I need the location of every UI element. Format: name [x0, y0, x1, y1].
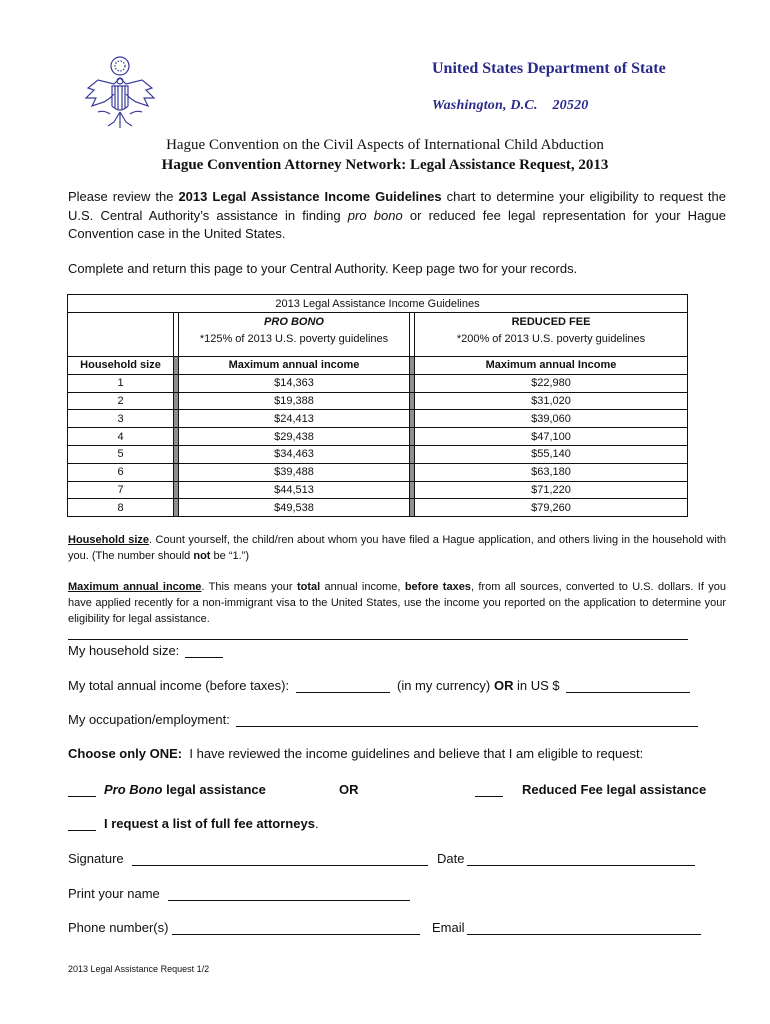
print-name-label: Print your name	[68, 886, 160, 901]
page-footer: 2013 Legal Assistance Request 1/2	[68, 964, 210, 974]
signature-field[interactable]	[132, 865, 428, 866]
household-size-cell: 1	[68, 374, 174, 392]
separator-line	[68, 639, 688, 640]
intro-paragraph: Please review the 2013 Legal Assistance Income Guidelines chart to determine your eligibility to request the U.S. Central Authority’s assistance in finding pro bono or reduced fee legal representation for your Hague Convention case in the United States.	[68, 189, 726, 241]
reduced-income-cell: $47,100	[531, 430, 571, 443]
reduced-income-cell: $79,260	[531, 501, 571, 514]
print-name-field[interactable]	[168, 900, 410, 901]
table-row	[68, 374, 688, 392]
phone-label: Phone number(s)	[68, 920, 169, 935]
occupation-field[interactable]	[236, 726, 698, 727]
probono-income-header: Maximum annual income	[179, 357, 410, 375]
department-address	[432, 98, 588, 114]
reduced-fee-option: Reduced Fee legal assistance	[522, 782, 707, 797]
reduced-fee-checkbox-line[interactable]	[475, 796, 503, 797]
table-row	[68, 481, 688, 499]
probono-column-label: PRO BONO	[179, 313, 410, 331]
household-size-note: Household size. Count yourself, the child/ren about whom you have filed a Hague application, and others living in the household with you. (The number should not be “1.”)	[68, 534, 726, 562]
table-row	[68, 445, 688, 463]
signature-label: Signature	[68, 851, 124, 866]
phone-field[interactable]	[172, 934, 420, 935]
form-title: Hague Convention Attorney Network: Legal Assistance Request, 2013	[161, 157, 609, 173]
reduced-income-cell: $55,140	[531, 448, 571, 461]
household-size-header: Household size	[68, 357, 174, 375]
department-seal-logo	[84, 52, 156, 130]
email-label: Email	[432, 920, 465, 935]
date-field[interactable]	[467, 865, 695, 866]
reduced-income-cell: $39,060	[531, 412, 571, 425]
table-row	[68, 428, 688, 446]
household-size-field[interactable]	[185, 657, 223, 658]
income-usd-field[interactable]	[566, 692, 690, 693]
probono-income-cell: $49,538	[179, 499, 410, 517]
probono-income-cell: $19,388	[179, 392, 410, 410]
date-label: Date	[437, 851, 465, 866]
probono-income-cell: $24,413	[179, 410, 410, 428]
household-size-cell: 6	[68, 463, 174, 481]
income-label: My total annual income (before taxes):	[68, 678, 290, 693]
reduced-note: *200% of 2013 U.S. poverty guidelines	[456, 332, 646, 345]
form-subtitle: Hague Convention on the Civil Aspects of International Child Abduction	[166, 137, 604, 153]
probono-income-cell: $39,488	[179, 463, 410, 481]
table-row	[68, 410, 688, 428]
or-label: OR	[494, 678, 514, 693]
probono-income-cell: $34,463	[179, 445, 410, 463]
reduced-income-cell: $71,220	[531, 483, 571, 496]
household-size-cell: 2	[68, 392, 174, 410]
probono-option: Pro Bono legal assistance	[104, 782, 266, 797]
probono-income-cell: $29,438	[179, 428, 410, 446]
reduced-income-cell: $31,020	[531, 394, 571, 407]
email-field[interactable]	[467, 934, 701, 935]
household-size-cell: 4	[68, 428, 174, 446]
household-size-cell: 8	[68, 499, 174, 517]
reduced-income-cell: $63,180	[531, 466, 571, 479]
zip-code: 20520	[552, 98, 589, 113]
household-size-label: My household size:	[68, 643, 180, 658]
probono-income-cell: $14,363	[179, 374, 410, 392]
occupation-label: My occupation/employment:	[68, 712, 230, 727]
table-title: 2013 Legal Assistance Income Guidelines	[68, 295, 688, 313]
department-name: United States Department of State	[432, 60, 666, 77]
table-row	[68, 463, 688, 481]
table-row	[68, 499, 688, 517]
currency-label: (in my currency)	[397, 678, 491, 693]
reduced-income-cell: $22,980	[531, 377, 571, 390]
reduced-column-label: REDUCED FEE	[511, 315, 591, 328]
full-fee-option: I request a list of full fee attorneys.	[104, 816, 319, 831]
income-local-field[interactable]	[296, 692, 390, 693]
city: Washington, D.C.	[432, 98, 538, 113]
table-row	[68, 392, 688, 410]
household-size-cell: 5	[68, 445, 174, 463]
choose-one-instruction: Choose only ONE: I have reviewed the income guidelines and believe that I am eligible to request:	[68, 746, 644, 761]
full-fee-checkbox-line[interactable]	[68, 830, 96, 831]
us-dollar-label: in US $	[517, 678, 560, 693]
household-size-cell: 7	[68, 481, 174, 499]
reduced-income-header: Maximum annual Income	[485, 359, 617, 372]
probono-checkbox-line[interactable]	[68, 796, 96, 797]
household-size-cell: 3	[68, 410, 174, 428]
probono-note: *125% of 2013 U.S. poverty guidelines	[179, 330, 410, 347]
max-income-note: Maximum annual income. This means your total annual income, before taxes, from all sources, converted to U.S. dollars. If you have applied recently for a non-immigrant visa to the United States, use the income you reported on the application to determine your eligibility for legal assistance.	[68, 581, 727, 625]
or-choice-label: OR	[339, 782, 359, 797]
instructions-paragraph: Complete and return this page to your Central Authority. Keep page two for your records.	[68, 261, 578, 276]
income-guidelines-table	[67, 294, 688, 517]
probono-income-cell: $44,513	[179, 481, 410, 499]
